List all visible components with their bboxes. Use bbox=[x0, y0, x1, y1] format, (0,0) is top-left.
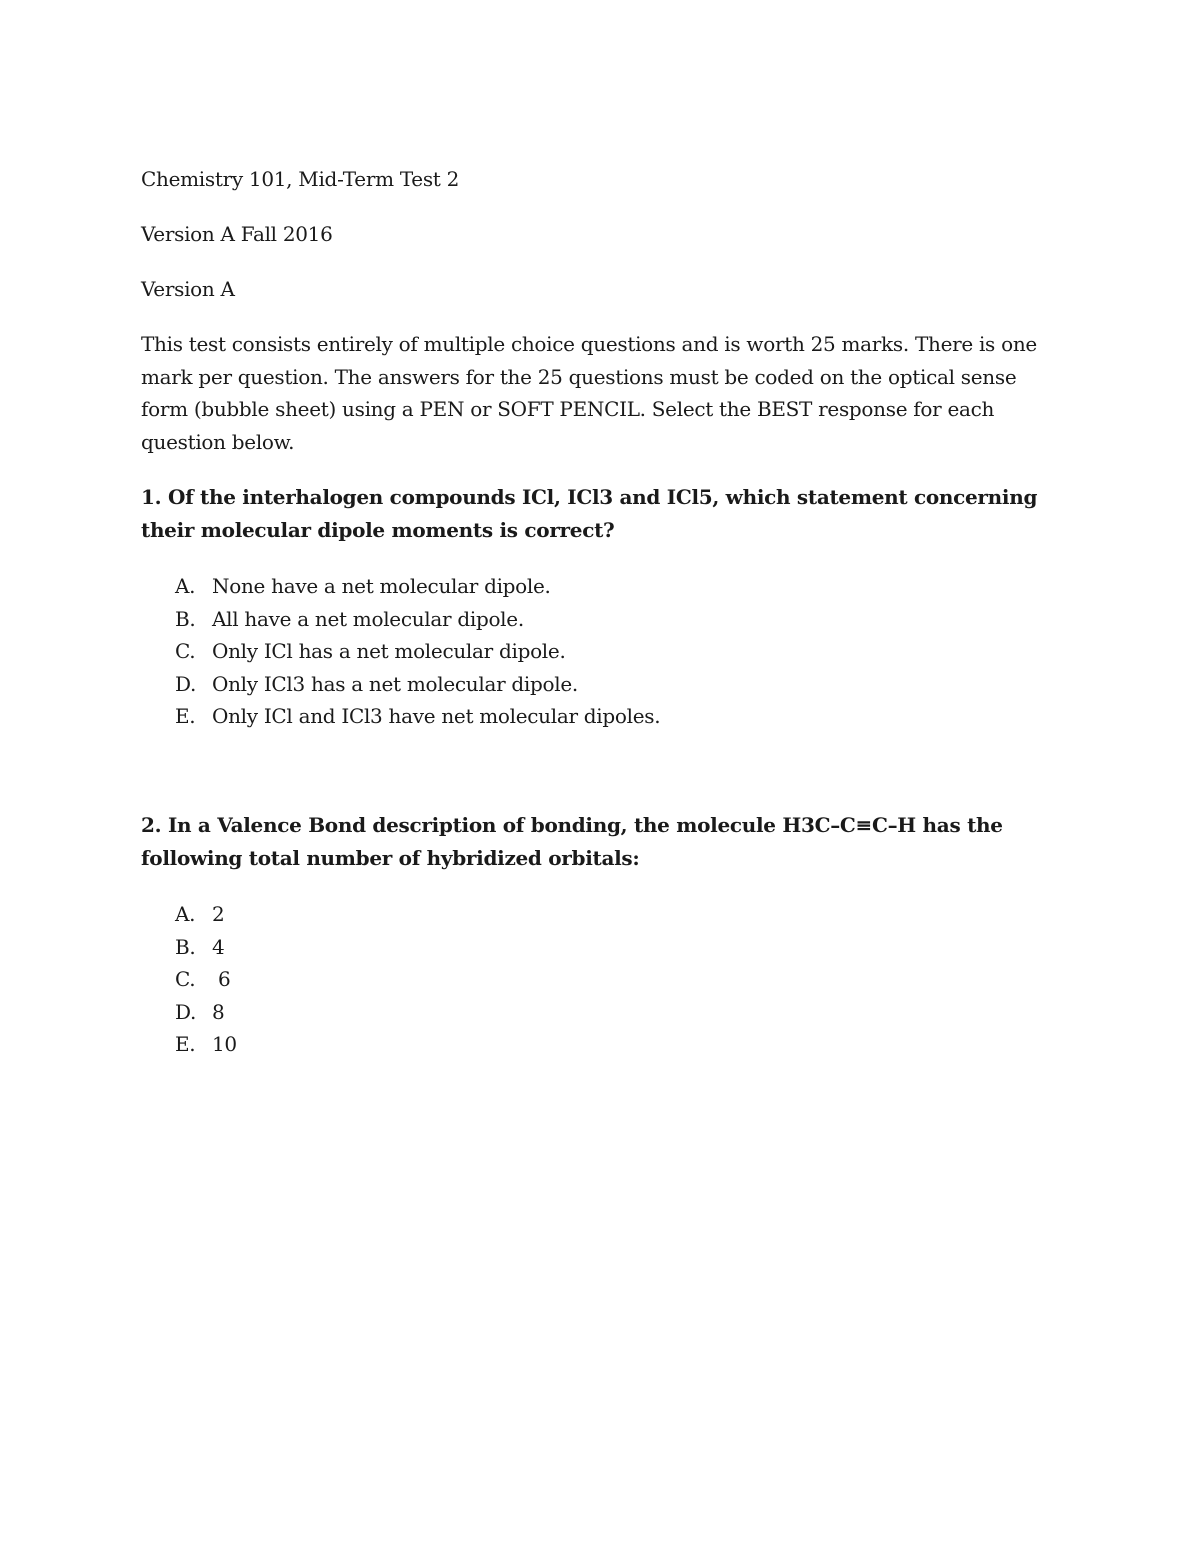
option-text: 8 bbox=[212, 999, 225, 1024]
spacer bbox=[141, 733, 1061, 809]
option-text: 2 bbox=[212, 901, 225, 926]
option-letter: C. bbox=[175, 967, 196, 992]
option-item bbox=[175, 996, 1061, 1029]
question-2-text: 2. In a Valence Bond description of bonding, the molecule H3C–C≡C–H has the following total number of hybridized orbitals: bbox=[141, 812, 1003, 870]
option-text: Only ICl has a net molecular dipole. bbox=[212, 639, 566, 664]
version-term: Version A Fall 2016 bbox=[141, 222, 333, 246]
document-title: Chemistry 101, Mid-Term Test 2 bbox=[141, 167, 460, 191]
version-label: Version A bbox=[141, 277, 235, 301]
question-1-text: 1. Of the interhalogen compounds ICl, ICl3 and ICl5, which statement concerning their molecular dipole moments is correct? bbox=[141, 485, 1038, 542]
option-item bbox=[175, 931, 1061, 964]
option-letter: E. bbox=[175, 704, 196, 729]
option-text: None have a net molecular dipole. bbox=[212, 574, 551, 598]
document-page bbox=[141, 163, 1061, 1061]
option-item bbox=[175, 668, 1061, 701]
option-item bbox=[175, 1028, 1061, 1061]
option-text: 4 bbox=[212, 934, 225, 959]
option-text: 6 bbox=[212, 967, 231, 992]
option-letter: D. bbox=[175, 671, 197, 696]
question-1-options bbox=[141, 570, 1061, 733]
option-item bbox=[175, 635, 1061, 668]
option-letter: E. bbox=[175, 1032, 196, 1057]
instructions-paragraph: This test consists entirely of multiple choice questions and is worth 25 marks. There is one mark per question. The answers for the 25 questions must be coded on the optical sense form (bubble sheet) using a PEN or SOFT PENCIL. Select the BEST response for each question below. bbox=[141, 332, 1037, 454]
option-letter: C. bbox=[175, 639, 196, 664]
option-item bbox=[175, 898, 1061, 931]
option-item bbox=[175, 570, 1061, 603]
option-letter: A. bbox=[175, 574, 196, 598]
option-letter: B. bbox=[175, 606, 196, 631]
option-item bbox=[175, 963, 1061, 996]
option-text: 10 bbox=[212, 1032, 237, 1057]
question-2-options bbox=[141, 898, 1061, 1061]
option-item bbox=[175, 603, 1061, 636]
option-text: Only ICl3 has a net molecular dipole. bbox=[212, 671, 578, 696]
option-letter: A. bbox=[175, 901, 196, 926]
option-text: Only ICl and ICl3 have net molecular dipoles. bbox=[212, 704, 661, 729]
option-letter: D. bbox=[175, 999, 197, 1024]
option-text: All have a net molecular dipole. bbox=[212, 606, 524, 631]
option-item bbox=[175, 700, 1061, 733]
option-letter: B. bbox=[175, 934, 196, 959]
